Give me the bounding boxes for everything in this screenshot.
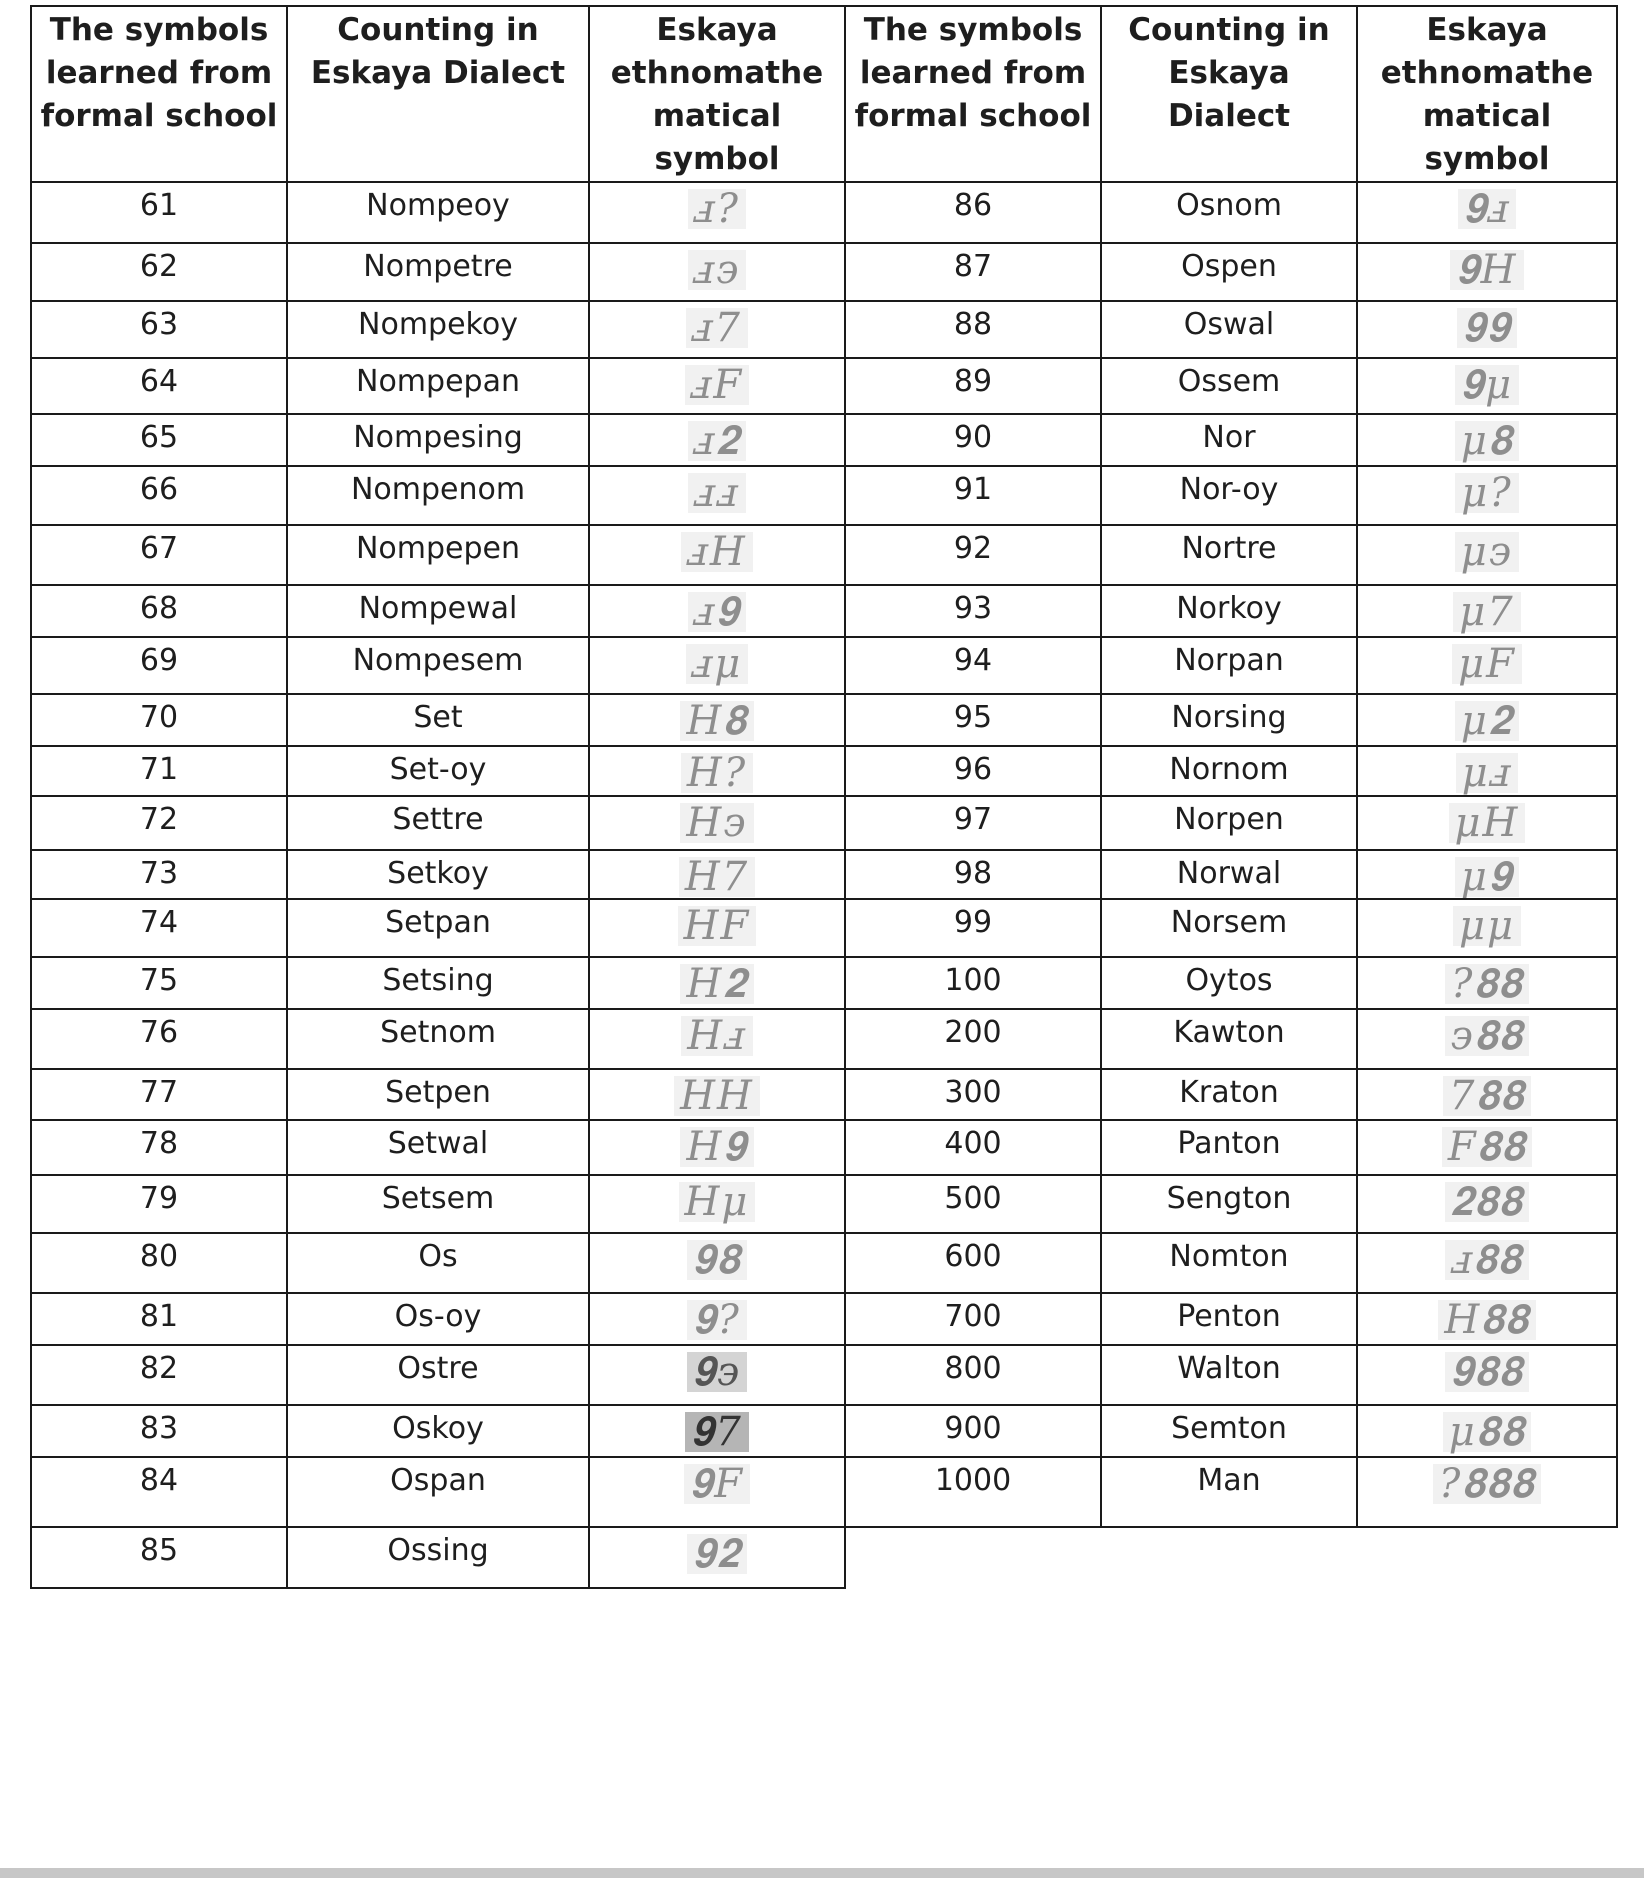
eskaya-symbol-glyph: μ𝟗 xyxy=(1455,857,1519,897)
eskaya-symbol-cell xyxy=(1357,585,1617,637)
eskaya-symbol-glyph: μ? xyxy=(1455,473,1518,513)
eskaya-symbol-glyph: 𝟗H xyxy=(1450,250,1523,290)
eskaya-symbol-cell xyxy=(1357,182,1617,243)
eskaya-word-cell: Setsing xyxy=(287,957,589,1009)
table-row xyxy=(31,1009,1617,1069)
eskaya-symbol-glyph: ⅎ𝟐 xyxy=(688,421,747,461)
formal-number-cell: 88 xyxy=(845,301,1101,358)
eskaya-symbol-cell xyxy=(589,525,845,585)
eskaya-symbol-glyph: H? xyxy=(681,753,753,793)
eskaya-symbol-cell xyxy=(589,796,845,850)
header-eskaya-symbol-left: Eskaya ethnomathe matical symbol xyxy=(589,6,845,182)
eskaya-word-cell: Kraton xyxy=(1101,1069,1357,1120)
eskaya-word-cell: Setsem xyxy=(287,1175,589,1233)
formal-number-cell: 68 xyxy=(31,585,287,637)
eskaya-word-cell: Nortre xyxy=(1101,525,1357,585)
formal-number-cell: 67 xyxy=(31,525,287,585)
eskaya-symbol-cell xyxy=(589,746,845,796)
formal-number-cell: 62 xyxy=(31,243,287,301)
table-row xyxy=(31,1345,1617,1405)
eskaya-symbol-cell xyxy=(589,1175,845,1233)
eskaya-word-cell: Os xyxy=(287,1233,589,1293)
eskaya-symbol-cell xyxy=(1357,1345,1617,1405)
formal-number-cell: 87 xyxy=(845,243,1101,301)
eskaya-word-cell: Nompetre xyxy=(287,243,589,301)
eskaya-word-cell: Norwal xyxy=(1101,850,1357,900)
formal-number-cell: 80 xyxy=(31,1233,287,1293)
eskaya-symbol-glyph: 𝟗7 xyxy=(685,1412,749,1452)
eskaya-symbol-glyph: HH xyxy=(674,1076,760,1116)
eskaya-symbol-glyph: 𝟗? xyxy=(687,1300,747,1340)
formal-number-cell: 300 xyxy=(845,1069,1101,1120)
table-row xyxy=(31,796,1617,850)
eskaya-symbol-cell xyxy=(589,694,845,746)
table-row xyxy=(31,182,1617,243)
formal-number-cell: 91 xyxy=(845,466,1101,525)
formal-number-cell: 800 xyxy=(845,1345,1101,1405)
eskaya-symbol-cell xyxy=(1357,301,1617,358)
table-row xyxy=(31,1457,1617,1527)
eskaya-word-cell: Setnom xyxy=(287,1009,589,1069)
eskaya-word-cell: Ossing xyxy=(287,1527,589,1588)
eskaya-symbol-glyph: μμ xyxy=(1453,906,1521,946)
eskaya-counting-table xyxy=(30,5,1618,1589)
eskaya-symbol-glyph: ⅎF xyxy=(685,365,749,405)
formal-number-cell: 82 xyxy=(31,1345,287,1405)
formal-number-cell: 84 xyxy=(31,1457,287,1527)
eskaya-symbol-glyph: ⅎ? xyxy=(688,189,746,229)
table-row xyxy=(31,1120,1617,1175)
eskaya-symbol-glyph: 𝟗𝟖𝟖 xyxy=(1445,1352,1530,1392)
eskaya-word-cell: Norkoy xyxy=(1101,585,1357,637)
empty-cell xyxy=(1357,1527,1617,1588)
eskaya-symbol-cell xyxy=(1357,637,1617,694)
table-row xyxy=(31,746,1617,796)
eskaya-symbol-glyph: H𝟖𝟖 xyxy=(1438,1300,1535,1340)
eskaya-symbol-cell xyxy=(1357,1120,1617,1175)
formal-number-cell: 100 xyxy=(845,957,1101,1009)
eskaya-symbol-glyph: ⅎμ xyxy=(686,644,749,684)
eskaya-symbol-glyph: 𝟗F xyxy=(684,1464,750,1504)
formal-number-cell: 64 xyxy=(31,358,287,414)
formal-number-cell: 600 xyxy=(845,1233,1101,1293)
eskaya-symbol-cell xyxy=(1357,850,1617,900)
formal-number-cell: 98 xyxy=(845,850,1101,900)
eskaya-word-cell: Nompepan xyxy=(287,358,589,414)
table-row xyxy=(31,525,1617,585)
table-row xyxy=(31,414,1617,466)
table-row xyxy=(31,1233,1617,1293)
table-row xyxy=(31,301,1617,358)
formal-number-cell: 65 xyxy=(31,414,287,466)
eskaya-symbol-cell xyxy=(589,637,845,694)
eskaya-word-cell: Penton xyxy=(1101,1293,1357,1345)
eskaya-symbol-cell xyxy=(1357,1069,1617,1120)
eskaya-symbol-cell xyxy=(589,1233,845,1293)
eskaya-word-cell: Norsem xyxy=(1101,899,1357,957)
eskaya-word-cell: Os-oy xyxy=(287,1293,589,1345)
formal-number-cell: 76 xyxy=(31,1009,287,1069)
eskaya-symbol-cell xyxy=(1357,1175,1617,1233)
eskaya-word-cell: Set xyxy=(287,694,589,746)
eskaya-word-cell: Nomton xyxy=(1101,1233,1357,1293)
table-row xyxy=(31,1405,1617,1457)
formal-number-cell: 79 xyxy=(31,1175,287,1233)
eskaya-symbol-glyph: μF xyxy=(1452,644,1522,684)
formal-number-cell: 85 xyxy=(31,1527,287,1588)
eskaya-symbol-cell xyxy=(589,1527,845,1588)
formal-number-cell: 81 xyxy=(31,1293,287,1345)
bottom-edge-bar xyxy=(0,1868,1644,1878)
formal-number-cell: 90 xyxy=(845,414,1101,466)
eskaya-symbol-cell xyxy=(1357,1009,1617,1069)
eskaya-symbol-cell xyxy=(1357,1405,1617,1457)
formal-number-cell: 93 xyxy=(845,585,1101,637)
eskaya-word-cell: Nompekoy xyxy=(287,301,589,358)
eskaya-word-cell: Ospan xyxy=(287,1457,589,1527)
eskaya-word-cell: Setkoy xyxy=(287,850,589,900)
eskaya-symbol-cell xyxy=(1357,525,1617,585)
eskaya-symbol-cell xyxy=(589,466,845,525)
eskaya-symbol-cell xyxy=(589,1457,845,1527)
eskaya-symbol-glyph: μ𝟐 xyxy=(1455,701,1519,741)
eskaya-symbol-glyph: Hⅎ xyxy=(681,1016,752,1056)
eskaya-word-cell: Norpen xyxy=(1101,796,1357,850)
eskaya-word-cell: Nor-oy xyxy=(1101,466,1357,525)
formal-number-cell: 61 xyxy=(31,182,287,243)
formal-number-cell: 900 xyxy=(845,1405,1101,1457)
eskaya-symbol-cell xyxy=(589,243,845,301)
eskaya-symbol-cell xyxy=(589,1405,845,1457)
table-row xyxy=(31,466,1617,525)
formal-number-cell: 69 xyxy=(31,637,287,694)
eskaya-word-cell: Panton xyxy=(1101,1120,1357,1175)
eskaya-symbol-glyph: 𝟐𝟖𝟖 xyxy=(1445,1182,1530,1222)
eskaya-symbol-glyph: ⅎ𝟗 xyxy=(688,592,747,632)
formal-number-cell: 86 xyxy=(845,182,1101,243)
eskaya-word-cell: Nompeoy xyxy=(287,182,589,243)
eskaya-symbol-cell xyxy=(589,957,845,1009)
table-row xyxy=(31,850,1617,900)
eskaya-symbol-glyph: H𝟐 xyxy=(680,964,753,1004)
table-row xyxy=(31,585,1617,637)
formal-number-cell: 73 xyxy=(31,850,287,900)
formal-number-cell: 74 xyxy=(31,899,287,957)
eskaya-word-cell: Ostre xyxy=(287,1345,589,1405)
formal-number-cell: 95 xyxy=(845,694,1101,746)
eskaya-symbol-cell xyxy=(589,1069,845,1120)
eskaya-symbol-cell xyxy=(589,182,845,243)
eskaya-word-cell: Settre xyxy=(287,796,589,850)
eskaya-symbol-glyph: μⅎ xyxy=(1456,753,1519,793)
eskaya-symbol-cell xyxy=(589,585,845,637)
table-row xyxy=(31,358,1617,414)
eskaya-symbol-glyph: ?𝟖𝟖𝟖 xyxy=(1433,1464,1541,1504)
formal-number-cell: 71 xyxy=(31,746,287,796)
eskaya-symbol-cell xyxy=(1357,694,1617,746)
formal-number-cell: 400 xyxy=(845,1120,1101,1175)
table-row xyxy=(31,1527,1617,1588)
eskaya-word-cell: Oskoy xyxy=(287,1405,589,1457)
formal-number-cell: 78 xyxy=(31,1120,287,1175)
eskaya-symbol-glyph: H𝟖 xyxy=(680,701,753,741)
header-eskaya-counting-left: Counting in Eskaya Dialect xyxy=(287,6,589,182)
eskaya-word-cell: Man xyxy=(1101,1457,1357,1527)
table-row xyxy=(31,637,1617,694)
eskaya-word-cell: Setpan xyxy=(287,899,589,957)
eskaya-symbol-glyph: H𝟗 xyxy=(680,1127,753,1167)
eskaya-symbol-cell xyxy=(589,850,845,900)
header-formal-symbols-right: The symbols learned from formal school xyxy=(845,6,1101,182)
formal-number-cell: 70 xyxy=(31,694,287,746)
eskaya-symbol-glyph: H϶ xyxy=(680,803,753,843)
formal-number-cell: 72 xyxy=(31,796,287,850)
table-row xyxy=(31,694,1617,746)
eskaya-word-cell: Osnom xyxy=(1101,182,1357,243)
empty-cell xyxy=(1101,1527,1357,1588)
formal-number-cell: 500 xyxy=(845,1175,1101,1233)
header-eskaya-counting-right: Counting in Eskaya Dialect xyxy=(1101,6,1357,182)
table-row xyxy=(31,1293,1617,1345)
eskaya-symbol-glyph: μH xyxy=(1449,803,1526,843)
header-eskaya-symbol-right: Eskaya ethnomathe matical symbol xyxy=(1357,6,1617,182)
table-row xyxy=(31,243,1617,301)
formal-number-cell: 77 xyxy=(31,1069,287,1120)
eskaya-word-cell: Nompesem xyxy=(287,637,589,694)
eskaya-symbol-glyph: ⅎ϶ xyxy=(688,250,747,290)
eskaya-word-cell: Norpan xyxy=(1101,637,1357,694)
eskaya-symbol-glyph: μ7 xyxy=(1453,592,1520,632)
formal-number-cell: 96 xyxy=(845,746,1101,796)
eskaya-symbol-glyph: 𝟗ⅎ xyxy=(1458,189,1517,229)
table-row xyxy=(31,957,1617,1009)
eskaya-symbol-cell xyxy=(589,301,845,358)
eskaya-symbol-glyph: 𝟗𝟖 xyxy=(687,1240,747,1280)
eskaya-symbol-glyph: 𝟗϶ xyxy=(687,1352,748,1392)
table-row xyxy=(31,899,1617,957)
formal-number-cell: 94 xyxy=(845,637,1101,694)
eskaya-word-cell: Oytos xyxy=(1101,957,1357,1009)
eskaya-symbol-cell xyxy=(589,414,845,466)
eskaya-symbol-cell xyxy=(1357,358,1617,414)
eskaya-symbol-glyph: 7𝟖𝟖 xyxy=(1443,1076,1531,1116)
eskaya-symbol-glyph: 𝟗𝟐 xyxy=(687,1534,747,1574)
eskaya-symbol-cell xyxy=(1357,796,1617,850)
formal-number-cell: 700 xyxy=(845,1293,1101,1345)
eskaya-symbol-glyph: ?𝟖𝟖 xyxy=(1445,964,1529,1004)
eskaya-symbol-glyph: ⅎH xyxy=(681,532,752,572)
eskaya-symbol-glyph: H7 xyxy=(679,857,755,897)
eskaya-symbol-glyph: Hμ xyxy=(679,1182,756,1222)
formal-number-cell: 97 xyxy=(845,796,1101,850)
eskaya-word-cell: Kawton xyxy=(1101,1009,1357,1069)
eskaya-symbol-cell xyxy=(589,1293,845,1345)
eskaya-symbol-glyph: F𝟖𝟖 xyxy=(1442,1127,1532,1167)
table-row xyxy=(31,1175,1617,1233)
eskaya-word-cell: Nompesing xyxy=(287,414,589,466)
table-row xyxy=(31,1069,1617,1120)
eskaya-word-cell: Nompewal xyxy=(287,585,589,637)
eskaya-symbol-glyph: ⅎ𝟖𝟖 xyxy=(1445,1240,1528,1280)
eskaya-word-cell: Ospen xyxy=(1101,243,1357,301)
eskaya-symbol-cell xyxy=(1357,243,1617,301)
eskaya-word-cell: Semton xyxy=(1101,1405,1357,1457)
eskaya-symbol-cell xyxy=(1357,414,1617,466)
eskaya-symbol-cell xyxy=(1357,746,1617,796)
eskaya-symbol-glyph: 𝟗𝟗 xyxy=(1457,308,1517,348)
eskaya-symbol-cell xyxy=(1357,1293,1617,1345)
eskaya-word-cell: Ossem xyxy=(1101,358,1357,414)
formal-number-cell: 99 xyxy=(845,899,1101,957)
eskaya-word-cell: Set-oy xyxy=(287,746,589,796)
eskaya-word-cell: Sengton xyxy=(1101,1175,1357,1233)
eskaya-word-cell: Nompenom xyxy=(287,466,589,525)
formal-number-cell: 1000 xyxy=(845,1457,1101,1527)
eskaya-word-cell: Walton xyxy=(1101,1345,1357,1405)
eskaya-word-cell: Nornom xyxy=(1101,746,1357,796)
eskaya-symbol-glyph: 𝟗μ xyxy=(1455,365,1519,405)
eskaya-symbol-cell xyxy=(1357,466,1617,525)
eskaya-word-cell: Nor xyxy=(1101,414,1357,466)
formal-number-cell: 83 xyxy=(31,1405,287,1457)
eskaya-symbol-glyph: ⅎⅎ xyxy=(688,473,745,513)
formal-number-cell: 200 xyxy=(845,1009,1101,1069)
formal-number-cell: 66 xyxy=(31,466,287,525)
eskaya-symbol-cell xyxy=(589,1120,845,1175)
formal-number-cell: 75 xyxy=(31,957,287,1009)
eskaya-symbol-cell xyxy=(1357,1457,1617,1527)
eskaya-symbol-cell xyxy=(1357,957,1617,1009)
eskaya-symbol-cell xyxy=(589,358,845,414)
eskaya-word-cell: Setwal xyxy=(287,1120,589,1175)
formal-number-cell: 92 xyxy=(845,525,1101,585)
eskaya-word-cell: Oswal xyxy=(1101,301,1357,358)
header-formal-symbols-left: The symbols learned from formal school xyxy=(31,6,287,182)
eskaya-symbol-cell xyxy=(1357,899,1617,957)
formal-number-cell: 89 xyxy=(845,358,1101,414)
eskaya-symbol-glyph: ⅎ7 xyxy=(686,308,748,348)
header-row xyxy=(31,6,1617,182)
eskaya-word-cell: Setpen xyxy=(287,1069,589,1120)
eskaya-symbol-cell xyxy=(589,899,845,957)
eskaya-symbol-glyph: μ϶ xyxy=(1455,532,1519,572)
empty-cell xyxy=(845,1527,1101,1588)
eskaya-word-cell: Nompepen xyxy=(287,525,589,585)
eskaya-symbol-glyph: μ𝟖 xyxy=(1455,421,1519,461)
eskaya-symbol-cell xyxy=(589,1009,845,1069)
eskaya-symbol-glyph: μ𝟖𝟖 xyxy=(1443,1412,1531,1452)
eskaya-symbol-cell xyxy=(589,1345,845,1405)
formal-number-cell: 63 xyxy=(31,301,287,358)
eskaya-word-cell: Norsing xyxy=(1101,694,1357,746)
eskaya-symbol-glyph: HF xyxy=(678,906,757,946)
eskaya-symbol-cell xyxy=(1357,1233,1617,1293)
eskaya-symbol-glyph: ϶𝟖𝟖 xyxy=(1445,1016,1530,1056)
